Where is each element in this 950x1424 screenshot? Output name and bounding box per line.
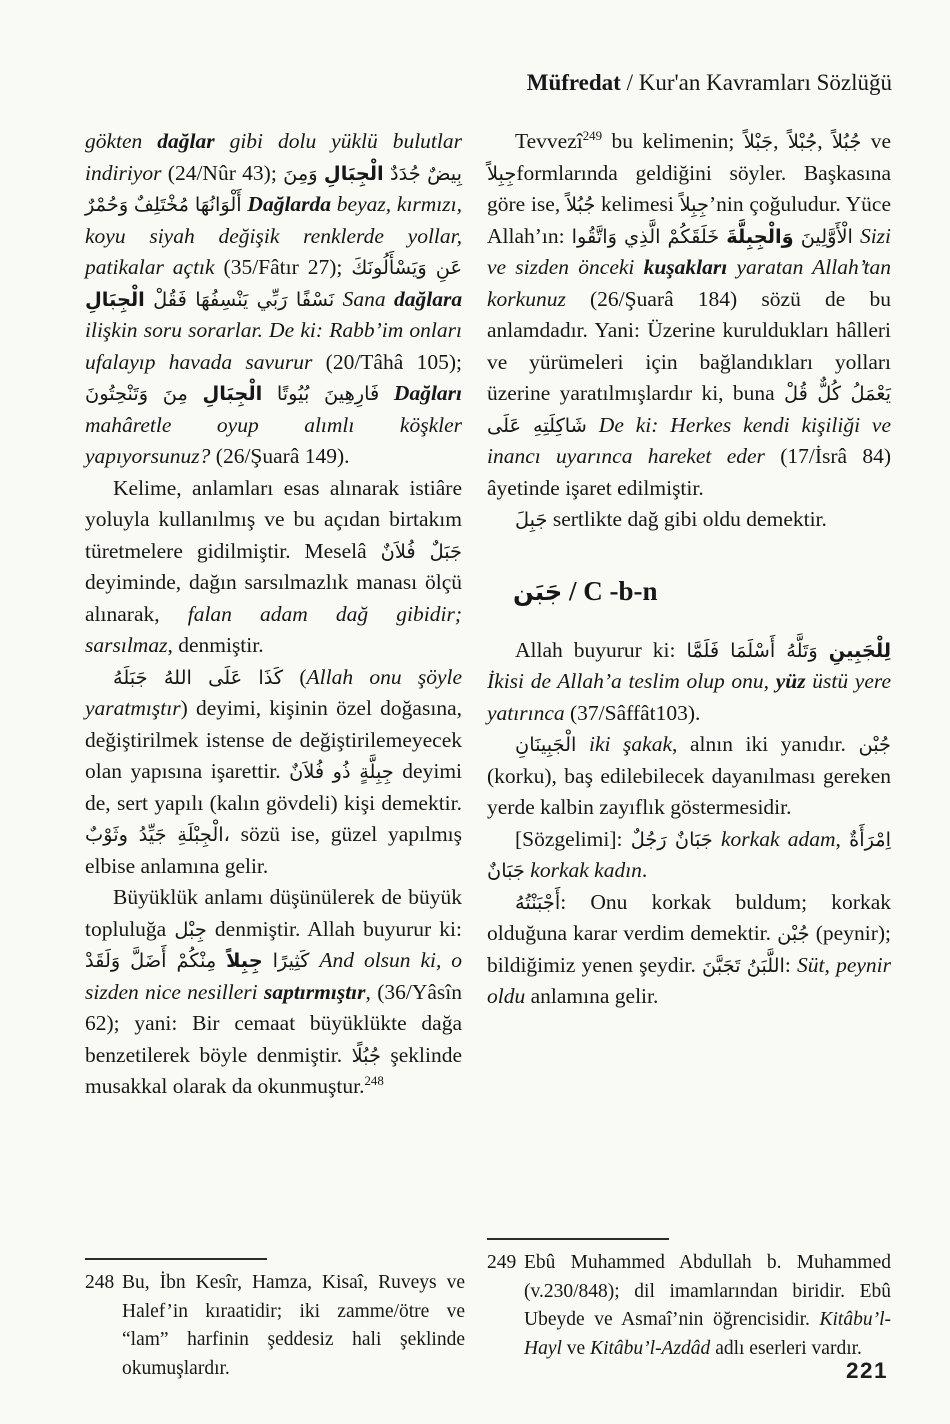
arabic-word: الْجِبَالِ [323, 161, 384, 185]
arabic-word: جَبَانٌ [487, 859, 525, 882]
text-run: Allah onu şöyle yaratmıştır [85, 664, 463, 720]
text-run: yüz [775, 669, 806, 693]
paragraph-cebile-sertlik [487, 504, 891, 536]
text-run: And olsun ki, o sizden nice nesilleri [85, 948, 462, 1004]
arabic-word: فَلَمَّا [686, 638, 720, 662]
text-run: , [817, 129, 832, 153]
header-subtitle: / Kur'an Kavramları Sözlüğü [620, 70, 892, 95]
footnote-divider [487, 1238, 669, 1240]
text-run: korkak kadın [530, 858, 642, 882]
text-run: mahâretle oyup alımlı köşkler yapıyorsunuz? [85, 412, 462, 468]
text-run [263, 948, 273, 972]
arabic-word: وَلَقَدْ [85, 949, 121, 972]
text-run [188, 381, 203, 405]
arabic-word: يَنْسِفُهَا [195, 287, 249, 311]
arabic-word: الْجِبَالِ [85, 287, 145, 311]
arabic-word: فُلاَنٌ [380, 539, 416, 563]
arabic-word: مِنْكُمْ [176, 949, 217, 972]
header-book-title: Müfredat [526, 70, 621, 95]
section-heading-c-b-n [487, 574, 891, 609]
text-run: adlı eserleri vardır. [710, 1337, 862, 1359]
text-run: 248 [364, 1073, 384, 1088]
arabic-word: جَبْلاً [743, 130, 774, 153]
text-run: ilişkin soru sorarlar. De ki: Rabb’im onları ufalayıp havada savurur [85, 318, 462, 374]
arabic-word: جُبُلًا [351, 1043, 381, 1067]
arabic-word: الْجِبْلَةِ، [177, 823, 230, 846]
arabic-word: أَسْلَمَا [730, 638, 776, 662]
arabic-word: كُلٌّ [817, 382, 842, 405]
arabic-word: جِبْل [174, 917, 207, 941]
text-run: , alnın iki yanıdır. [672, 732, 859, 756]
text-run: 249 [487, 1252, 517, 1273]
text-run: 249 [582, 128, 603, 143]
arabic-word: اِمْرَأَةٌ [849, 827, 892, 851]
arabic-word: جُبُلاً [565, 193, 596, 216]
text-run: 248 [85, 1272, 115, 1293]
text-run: , denmiştir. [167, 633, 264, 657]
arabic-word: عَنِ [435, 256, 462, 279]
text-run: ) deyimi, kişinin özel doğasına, değiştirilmek istense de değiştirilemeyecek olan yapısına işarettir. [85, 696, 462, 783]
text-run: kelimesi [595, 192, 680, 216]
text-run: İkisi de Allah’a teslim olup onu, [487, 669, 776, 693]
arabic-word: بِيضٌ [427, 161, 462, 185]
text-run: . [641, 858, 648, 882]
text-run: deyimi de, sert yapılı (kalın gövdeli) kişi demektir. [85, 759, 463, 815]
text-run [587, 413, 599, 437]
footnote-248 [85, 1269, 465, 1383]
text-run: Dağlarda [247, 192, 332, 216]
text-run [379, 381, 394, 405]
text-run: kuşakları [643, 255, 728, 279]
text-run: üstü yere yatırınca [487, 669, 891, 725]
text-run [216, 948, 226, 972]
arabic-word: جَيِّدُ [138, 823, 167, 846]
text-run: Tevvezî [515, 129, 583, 153]
arabic-word: وَتَنْحِتُونَ [85, 382, 149, 405]
text-run: Ebû Muhammed Abdullah b. Muhammed (v.230/848); dil imamlarından biridir. Ebû Ubeyde ve Asmaî’nin öğrencisidir. [524, 1252, 891, 1330]
text-run: denmiştir. Allah buyurur ki: [206, 916, 463, 941]
arabic-word: جِبِلاً [226, 949, 263, 972]
arabic-word: اللَّبَنُ [746, 953, 785, 977]
text-run [713, 827, 721, 851]
text-run: iki şakak [588, 732, 672, 756]
text-run: , [835, 826, 850, 851]
running-header [527, 70, 892, 96]
text-run: , [773, 129, 788, 153]
text-run: ve [561, 1337, 591, 1359]
text-run: Kitâbu’l-Hayl [524, 1309, 891, 1359]
text-run: Allah buyurur ki: [515, 637, 687, 662]
arabic-word: وَالْجِبِلَّةَ [726, 224, 794, 248]
arabic-word: جِبِلاً [487, 161, 517, 185]
text-run: (17/İsrâ 84) âyetinde işaret edilmiştir. [487, 444, 891, 500]
text-run: De ki: Herkes kendi kişiliği ve inancı uyarınca hareket eder [487, 412, 892, 468]
text-run: Sana [342, 286, 394, 311]
paragraph-buyukluk-anlami [85, 882, 462, 1103]
paragraph-tevvezi-forms [487, 126, 891, 504]
text-run: Kelime, anlamları esas alınarak istiâre yoluyla kullanılmış ve bu açıdan birtakım türetmelere gidilmiştir. Meselâ [85, 475, 462, 563]
text-run: dağlar [157, 129, 215, 153]
left-column [85, 126, 462, 1103]
paragraph-quran-mountain-quotes [85, 126, 462, 473]
arabic-word: عَلَى [487, 413, 522, 437]
arabic-word: جُبْن [777, 922, 810, 945]
footnote-249 [487, 1249, 891, 1363]
footnote-block-right [487, 1238, 891, 1363]
arabic-word: فُلاَنٌ [289, 760, 325, 783]
text-run: Bu, İbn Kesîr, Hamza, Kisaî, Ruveys ve Halef’in kıraatidir; iki zamme/ötre ve “lam” harfinin şeddesiz hali şeklinde okumuşlardır. [122, 1272, 465, 1379]
text-run: sertlikte dağ gibi oldu demektir. [547, 507, 827, 531]
arabic-word: الْأَوَّلِينَ [800, 224, 853, 248]
arabic-word: رَجُلٌ [630, 827, 667, 851]
arabic-word: وَاتَّقُوا [571, 224, 617, 248]
text-run: ve [861, 129, 892, 153]
arabic-word: جَبَانٌ [674, 827, 713, 851]
arabic-word: جُبْلاً [787, 130, 818, 153]
arabic-word: نَسْفًا [295, 287, 335, 311]
arabic-word: ذُو [332, 760, 351, 783]
paragraph-ecbentuhu-peynir [487, 887, 891, 1013]
text-run: (35/Fâtır 27); [214, 255, 352, 279]
arabic-word: كَثِيرًا [272, 949, 310, 972]
arabic-word: جَبَلَهُ [113, 665, 148, 689]
arabic-word: جُبُلاً [831, 130, 862, 153]
arabic-word: جُدَدٌ [390, 161, 421, 185]
text-run [576, 732, 589, 756]
arabic-word: قُلْ [784, 382, 808, 405]
text-run: (26/Şuarâ 184) sözü de bu anlamdadır. Yani: Üzerine kuruldukları hâlleri ve yürümeleri için bağlandıkları yolları üzerine yaratılmışlardır ki, buna [487, 286, 891, 405]
text-run [853, 224, 860, 248]
text-run: falan adam dağ gibidir; sarsılmaz [85, 601, 462, 657]
text-run: korkak adam [721, 826, 836, 851]
arabic-word: جَبَن [513, 576, 563, 606]
arabic-word: اللهُ [163, 665, 192, 689]
arabic-word: جِبِلَّةٍ [359, 760, 394, 783]
text-run: : [784, 952, 798, 977]
text-run: (20/Tâhâ 105); [312, 349, 462, 374]
text-run: [Sözgelimi]: [515, 826, 631, 851]
text-run [334, 287, 342, 311]
arabic-word: وَيَسْأَلُونَكَ [351, 256, 427, 279]
text-run: deyiminde, dağın sarsılmazlık manası ölçü alınarak, [85, 570, 462, 626]
arabic-word: أَضَلَّ [130, 949, 167, 972]
arabic-word: أَلْوَانُهَا [194, 193, 242, 216]
text-run: gökten [85, 129, 158, 153]
text-run [262, 381, 277, 405]
arabic-word: فَقُلْ [153, 287, 187, 311]
text-run: anlamına gelir. [525, 984, 659, 1008]
footnote-divider [85, 1258, 267, 1260]
paragraph-cebinan-korku [487, 729, 891, 824]
arabic-word: جَبِلَ [515, 508, 548, 531]
text-run: formlarında geldiğini söyler. Başkasına göre ise, [487, 160, 891, 216]
arabic-word: عَلَى [208, 665, 243, 689]
text-run: , (36/Yâsîn 62); yani: Bir cemaat büyüklükte dağa benzetilerek böyle denmiştir. [85, 979, 462, 1067]
arabic-word: الَّذِي [623, 224, 661, 248]
text-run: (26/Şuarâ 149). [210, 444, 350, 468]
paragraph-sozgelimi [487, 824, 891, 887]
text-run: şeklinde musakkal olarak da okunmuştur. [85, 1042, 463, 1098]
text-run: saptırmıştır [263, 979, 366, 1004]
arabic-word: الْجَبِينَانِ [515, 733, 577, 756]
arabic-word: لِلْجَبِينِ [828, 638, 892, 662]
text-run [818, 638, 829, 662]
text-run: beyaz, kırmızı, koyu siyah değişik renklerde yollar, patikalar açtık [85, 192, 462, 279]
arabic-word: وَحُمْرٌ [85, 193, 129, 216]
arabic-word: وَتَلَّهُ [786, 638, 818, 662]
arabic-word: مِنَ [162, 382, 188, 405]
text-run: (24/Nûr 43); [161, 160, 284, 185]
text-run: Büyüklük anlamı düşünülerek de büyük topluluğa [85, 885, 462, 941]
text-run: (37/Sâffât103). [564, 700, 701, 725]
paragraph-istiare-usage [85, 473, 462, 662]
text-run: Kitâbu’l-Azdâd [590, 1337, 711, 1359]
page-number: 221 [845, 1358, 888, 1383]
text-run: ( [283, 664, 307, 689]
text-run: Sizi ve sizden önceki [487, 223, 892, 279]
paragraph-saffat-ayah [487, 635, 891, 730]
arabic-word: فَارِهِينَ [324, 382, 380, 405]
text-run: bu kelimenin; [602, 129, 744, 153]
right-column [487, 126, 891, 1013]
arabic-word: وثَوْبٌ [85, 823, 128, 846]
arabic-word: تَجَبَّنَ [702, 953, 741, 977]
arabic-word: يَعْمَلُ [850, 382, 891, 405]
arabic-word: شَاكِلَتِهِ [532, 413, 587, 437]
arabic-word: مُخْتَلِفٌ [133, 193, 190, 216]
text-run [145, 287, 153, 311]
arabic-word: وَمِنَ [283, 161, 318, 185]
text-run: Süt, peynir oldu [487, 952, 892, 1008]
text-run: : Onu korkak buldum; korkak olduğuna karar verdim demektir. [487, 889, 891, 945]
arabic-word: خَلَقَكُمْ [667, 224, 720, 248]
arabic-word: كَذَا [258, 665, 284, 689]
arabic-word: أَجْبَنْتُهُ [515, 890, 561, 914]
text-run: Dağları [393, 381, 463, 405]
arabic-word: رَبِّي [256, 287, 288, 311]
paragraph-cebele-idiom [85, 662, 462, 883]
text-run: dağlara [393, 286, 463, 311]
footnote-block-left [85, 1258, 465, 1383]
arabic-word: الْجِبَالِ [202, 382, 263, 405]
text-run: gibi dolu yüklü bulutlar indiriyor [85, 129, 462, 185]
text-run: yaratan Allah’tan korkunuz [487, 255, 891, 311]
arabic-word: جُبْن [858, 733, 892, 756]
text-run [794, 224, 801, 248]
text-run: (korku), baş edilebilecek dayanılması gereken yerde kalbin zayıflık göstermesidir. [487, 763, 891, 819]
arabic-word: جِبِلاً [679, 193, 709, 216]
arabic-word: جَبَلٌ [429, 539, 463, 563]
text-run: ’nin çoğuludur. Yüce Allah’ın: [487, 192, 891, 248]
text-run: sözü ise, güzel yapılmış elbise anlamına gelir. [85, 822, 463, 878]
arabic-word: بُيُوتًا [276, 382, 310, 405]
text-run: / C -b-n [562, 575, 658, 606]
text-run [310, 948, 320, 972]
text-run: (peynir); bildiğimiz yenen şeydir. [487, 921, 891, 977]
